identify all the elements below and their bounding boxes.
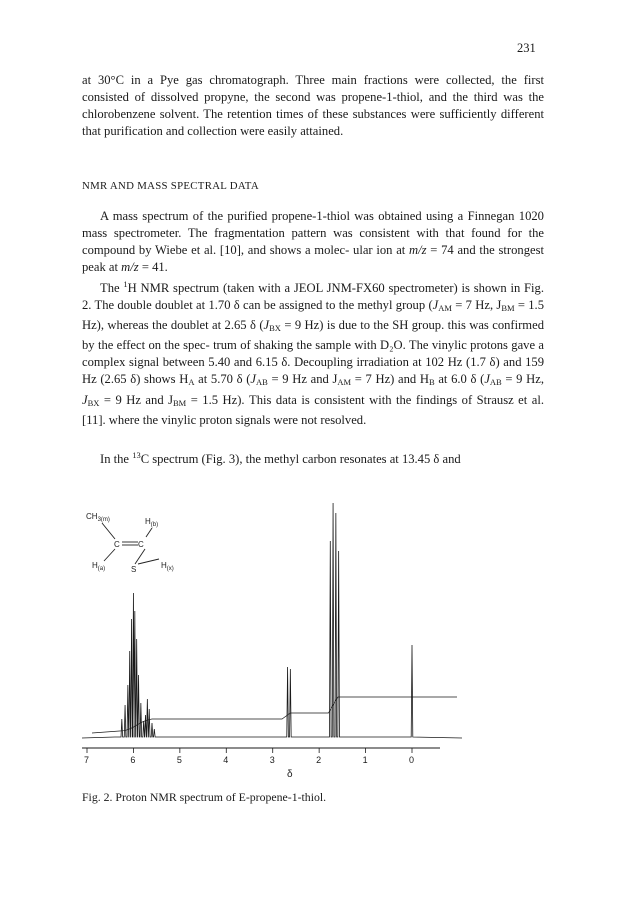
tick-label-1: 1 (362, 755, 368, 765)
tick-label-0: 0 (409, 755, 415, 765)
structure-bonds (102, 523, 159, 564)
hb-label: $H_{(b)}$ (145, 517, 159, 528)
c1-label: C (114, 540, 120, 549)
tick-label-5: 5 (176, 755, 182, 765)
tick-label-7: 7 (84, 755, 90, 765)
spectrum-trace (82, 503, 462, 738)
c2-label: C (138, 540, 144, 549)
ppm-axis-label: δ (287, 769, 293, 780)
tick-label-3: 3 (269, 755, 275, 765)
tick-label-2: 2 (316, 755, 322, 765)
mass-spectrum-paragraph: A mass spectrum of the purified propene-1-thiol was obtained using a Finnegan 1020 mass spectrometer. The fragmentation pattern was consistent with that found for the compound by Wiebe et al. [10], and shows a molec- ular ion at m/z = 74 and the strongest peak at m/z = 41. (82, 209, 544, 275)
figure-caption: Fig. 2. Proton NMR spectrum of E-propene-1-thiol. (82, 790, 327, 804)
carbon-nmr-paragraph: In the $^{13}$C spectrum (Fig. 3), the methyl carbon resonates at 13.45 δ and (100, 450, 461, 466)
structure-diagram (86, 512, 174, 574)
tick-label-4: 4 (223, 755, 229, 765)
ch3-label: $CH_{3(m)}$ (86, 512, 110, 523)
nmr-spectrum-figure (82, 493, 462, 783)
ppm-ticks (84, 748, 414, 765)
intro-paragraph: at 30°C in a Pye gas chromatograph. Three main fractions were collected, the first consisted of dissolved propyne, the second was propene-1-thiol, and the third was the chlorobenzene solvent. The retention times of these substances were sufficiently different that purification and collection were easily attained. (82, 73, 545, 139)
page-number: 231 (517, 41, 536, 55)
tick-label-6: 6 (130, 755, 136, 765)
proton-nmr-paragraph: The $^1$H NMR spectrum (taken with a JEOL JNM-FX60 spectrometer) is shown in Fig. 2. The double doublet at 1.70 δ can be assigned to the methyl group ($J_{AM} = 7$ Hz, $J_{BM} = 1.5$ Hz), whereas the doublet at 2.65 δ ($J_{BX} = 9$ Hz) is due to the SH group. this was confirmed by the effect on the spec- trum of shaking the sample with D₂O. The vinylic protons gave a complex signal between 5.40 and 6.15 δ. Decoupling irradiation at 102 Hz (1.7 δ) and 159 Hz (2.65 δ) shows $H_A$ at 5.70 δ ($J_{AB} = 9$ Hz and $J_{AM} = 7$ Hz) and $H_B$ at 6.0 δ ($J_{AB} = 9$ Hz, $J_{BX} = 9$ Hz and $J_{BM} = 1.5$ Hz). This data is consistent with the findings of Strausz et al. [11]. where the vinylic proton signals were not resolved. (82, 279, 545, 427)
s-label: S (131, 565, 137, 574)
hx-label: $H_{(x)}$ (161, 561, 174, 572)
section-heading: NMR AND MASS SPECTRAL DATA (82, 180, 259, 192)
ha-label: $H_{(a)}$ (92, 561, 106, 572)
